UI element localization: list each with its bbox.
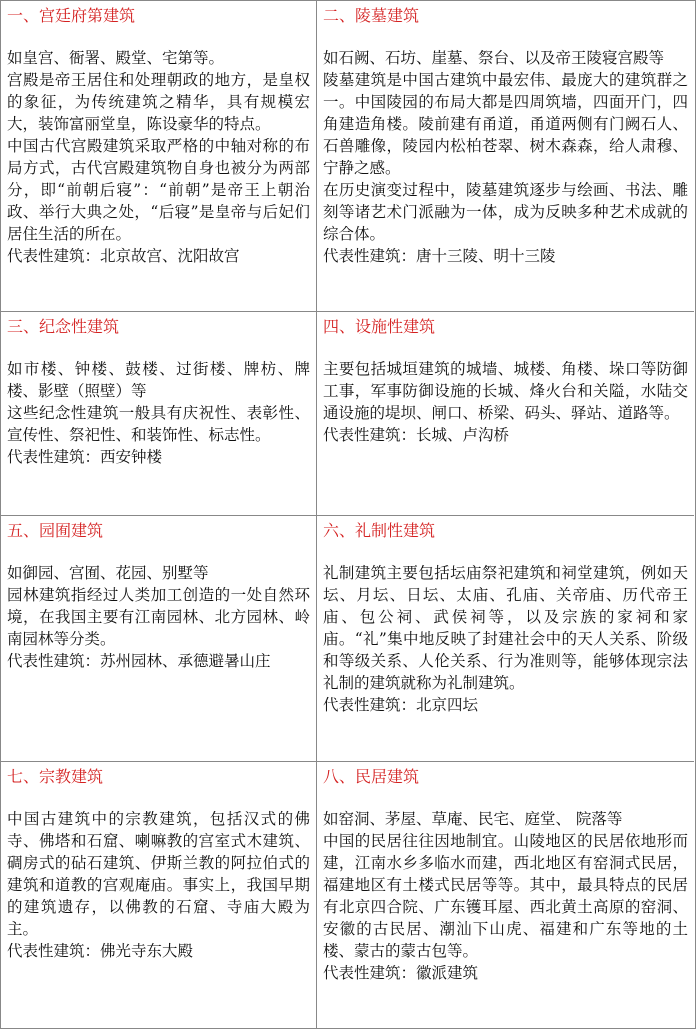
section-paragraph: 中国古代宫殿建筑采取严格的中轴对称的布局方式，古代宫殿建筑物自身也被分为两部分，即“前朝后寝”：“前朝”是帝王上朝治政、举行大典之处，“后寝”是皇帝与后妃们居住生活的所在。 [7,137,310,243]
representative-buildings: 代表性建筑：佛光寺东大殿 [7,942,194,960]
cell-ritual [317,516,694,762]
representative-buildings: 代表性建筑：长城、卢沟桥 [323,426,510,444]
section-paragraph: 在历史演变过程中，陵墓建筑逐步与绘画、书法、雕刻等诸艺术门派融为一体，成为反映多种艺术成就的综合体。 [323,181,688,243]
section-title: 二、陵墓建筑 [323,6,420,25]
section-paragraph: 如皇宫、衙署、殿堂、宅第等。 [7,49,225,67]
representative-buildings: 代表性建筑：西安钟楼 [7,448,163,466]
section-title: 八、民居建筑 [323,767,420,786]
representative-buildings: 代表性建筑：苏州园林、承德避暑山庄 [7,652,271,670]
cell-memorial [1,312,317,516]
section-paragraph: 园林建筑指经过人类加工创造的一处自然环境，在我国主要有江南园林、北方园林、岭南园林等分类。 [7,586,310,648]
section-title: 五、园囿建筑 [7,521,104,540]
cell-palace [1,1,317,312]
section-title: 七、宗教建筑 [7,767,104,786]
representative-buildings: 代表性建筑：徽派建筑 [323,964,479,982]
cell-tomb [317,1,694,312]
representative-buildings: 代表性建筑：唐十三陵、明十三陵 [323,247,556,265]
section-paragraph: 如御园、宫囿、花园、别墅等 [7,564,209,582]
section-paragraph: 中国古建筑中的宗教建筑，包括汉式的佛寺、佛塔和石窟、喇嘛教的宫室式木建筑、碉房式的砧石建筑、伊斯兰教的阿拉伯式的建筑和道教的宫观庵庙。事实上，我国早期的建筑遗存，以佛教的石窟、寺庙大殿为主。 [7,810,310,938]
cell-folk-dwelling [317,762,694,1028]
section-paragraph: 礼制建筑主要包括坛庙祭祀建筑和祠堂建筑，例如天坛、月坛、日坛、太庙、孔庙、关帝庙、历代帝王庙、包公祠、武侯祠等，以及宗族的家祠和家庙。“礼”集中地反映了封建社会中的天人关系、阶级和等级关系、人伦关系、行为准则等，能够体现宗法礼制的建筑就称为礼制建筑。 [323,564,688,692]
section-paragraph: 宫殿是帝王居住和处理朝政的地方，是皇权的象征，为传统建筑之精华，具有规模宏大，装饰富丽堂皇，陈设豪华的特点。 [7,71,310,133]
section-paragraph: 如市楼、钟楼、鼓楼、过街楼、牌枋、牌楼、影壁（照壁）等 [7,360,310,400]
section-paragraph: 如窑洞、茅屋、草庵、民宅、庭堂、 院落等 [323,810,623,828]
section-title: 一、宫廷府第建筑 [7,6,136,25]
section-title: 六、礼制性建筑 [323,521,436,540]
section-title: 三、纪念性建筑 [7,317,120,336]
section-paragraph: 这些纪念性建筑一般具有庆祝性、表彰性、宣传性、祭祀性、和装饰性、标志性。 [7,404,310,444]
cell-garden [1,516,317,762]
cell-facility [317,312,694,516]
section-paragraph: 中国的民居往往因地制宜。山陵地区的民居依地形而建，江南水乡多临水而建，西北地区有窑洞式民居，福建地区有土楼式民居等等。其中，最具特点的民居有北京四合院、广东镬耳屋、西北黄土高原的窑洞、安徽的古民居、潮汕下山虎、福建和广东等地的土楼、蒙古的蒙古包等。 [323,832,688,960]
cell-religious [1,762,317,1028]
representative-buildings: 代表性建筑：北京故宫、沈阳故宫 [7,247,240,265]
section-title: 四、设施性建筑 [323,317,436,336]
section-paragraph: 主要包括城垣建筑的城墙、城楼、角楼、垛口等防御工事，军事防御设施的长城、烽火台和关隘，水陆交通设施的堤坝、闸口、桥梁、码头、驿站、道路等。 [323,360,688,422]
section-paragraph: 陵墓建筑是中国古建筑中最宏伟、最庞大的建筑群之一。中国陵园的布局大都是四周筑墙，四面开门，四角建造角楼。陵前建有甬道，甬道两侧有门阙石人、石兽雕像，陵园内松柏苍翠、树木森森，给人肃穆、宁静之感。 [323,71,688,177]
representative-buildings: 代表性建筑：北京四坛 [323,696,479,714]
section-paragraph: 如石阙、石坊、崖墓、祭台、以及帝王陵寝宫殿等 [323,49,665,67]
